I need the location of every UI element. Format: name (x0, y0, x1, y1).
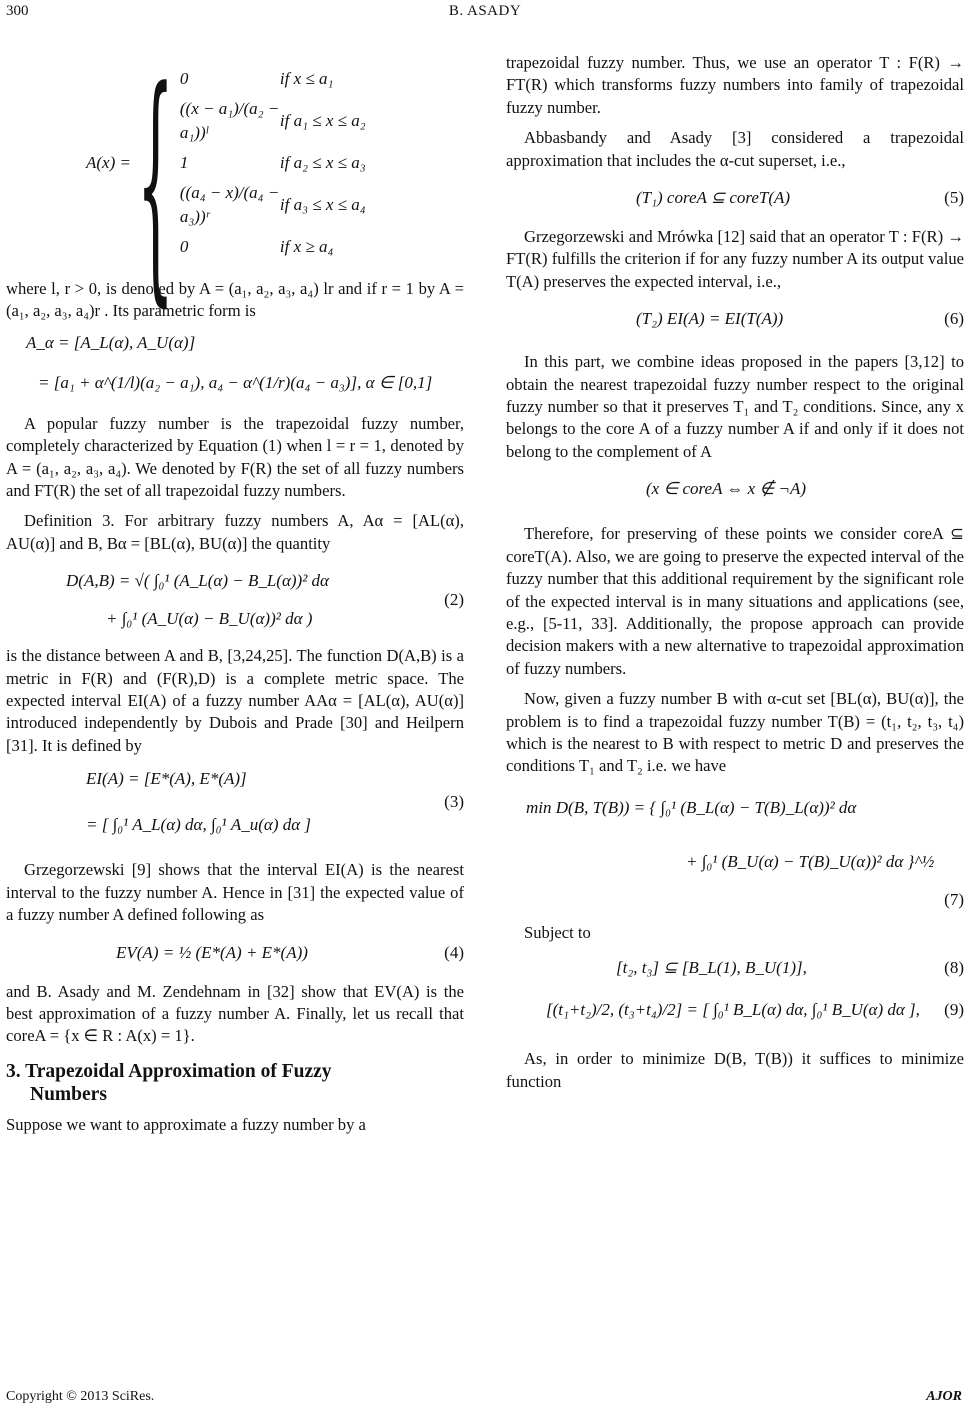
equation-8 (506, 956, 964, 980)
paragraph-grzegorzewski-mrowka: Grzegorzewski and Mrówka [12] said that an operator T : F(R) → FT(R) fulfills the criterion if for any fuzzy number A its output value T(A) preserves the expected interval, i.e., (506, 227, 964, 291)
paragraph-now: Now, given a fuzzy number B with α-cut set [BL(α), BU(α)], the problem is to find a trapezoidal fuzzy number T(B) = (t₁, t₂, t₃, t₄) which is the nearest to B with respect to metric D and preserves the conditions T₁ and T₂ i.e. we have (506, 689, 964, 776)
equation-number: (3) (444, 792, 464, 812)
paragraph-therefore: Therefore, for preserving of these points we consider coreA ⊆ coreT(A). Also, we are going to preserve the expected interval of the fuzzy number that this additional requirement by the significant role of the expected interval is in many situations and applications (see, e.g., [5-11, 33]. Additionally, the propose approach can provide decision makers with a new alternative to trapezoidal approximation of fuzzy numbers. (506, 524, 964, 678)
paragraph-popular: A popular fuzzy number is the trapezoidal fuzzy number, completely characterized by Equation (1) when l = r = 1, denoted by A = (a₁, a₂, a₃, a₄). We denoted by F(R) the set of all fuzzy numbers and FT(R) the set of all trapezoidal fuzzy numbers. (6, 413, 464, 501)
case-row: 1 if a₂ ≤ x ≤ a₃ (179, 153, 366, 172)
equation-parametric (6, 331, 464, 395)
paragraph-suppose: Suppose we want to approximate a fuzzy number by a (6, 1114, 366, 1134)
paragraph-subject-to: Subject to (524, 922, 591, 942)
eq6-body: (T₂) EI(A) = EI(T(A)) (636, 309, 784, 329)
eq2-line-2: + ∫₀¹ (A_U(α) − B_U(α))² dα ) (106, 609, 313, 629)
equation-2 (6, 569, 464, 631)
equation-number: (6) (944, 309, 964, 329)
case-row: 0 if x ≥ a₄ (179, 237, 334, 256)
eq4-body: EV(A) = ½ (E*(A) + E*(A)) (116, 942, 308, 962)
equation-3 (6, 767, 464, 837)
equation-number: (7) (944, 889, 964, 909)
equation-4 (6, 941, 464, 965)
equation-9 (506, 998, 964, 1022)
paragraph-asady: and B. Asady and M. Zendehnam in [32] show that EV(A) is the best approximation of a fuzzy number A. Finally, let us recall that coreA = {x ∈ R : A(x) = 1}. (6, 981, 464, 1046)
eq8-body: [t₂, t₃] ⊆ [B_L(1), B_U(1)], (616, 958, 807, 978)
left-column (6, 36, 464, 1144)
equation-number: (8) (944, 958, 964, 978)
eq3-line-1: EI(A) = [E*(A), E*(A)] (86, 769, 247, 789)
case-row: 0 if x ≤ a₁ (179, 69, 334, 88)
case-row: ((x − a₁)/(a₂ − a₁))ˡ if a₁ ≤ x ≤ a₂ (179, 99, 366, 142)
param-line-1: A_α = [A_L(α), A_U(α)] (26, 332, 196, 352)
paragraph-where: where l, r > 0, is denoted by A = (a₁, a₂, a₃, a₄) lr and if r = 1 by A = (a₁, a₂, a₃, a₄)r . Its parametric form is (6, 279, 464, 321)
membership-cases (180, 58, 366, 268)
eq5-body: (T₁) coreA ⊆ coreT(A) (636, 188, 791, 208)
copyright-notice: Copyright © 2013 SciRes. (6, 1389, 155, 1404)
paragraph-grzegorzewski: Grzegorzewski [9] shows that the interval EI(A) is the nearest interval to the fuzzy number A. Hence in [31] the expected value of a fuzzy number A defined following as (6, 860, 464, 925)
equation-number: (5) (944, 188, 964, 208)
equation-core (506, 477, 964, 501)
brace-icon: { (136, 36, 174, 329)
running-author: B. ASADY (448, 3, 522, 19)
eq3-line-2: = [ ∫₀¹ A_L(α) dα, ∫₀¹ A_u(α) dα ] (86, 815, 312, 835)
equation-6 (506, 307, 964, 331)
paragraph-minimize: As, in order to minimize D(B, T(B)) it suffices to minimize function (506, 1049, 964, 1091)
eq-core-body: (x ∈ coreA ⇔ x ∉ ¬A) (646, 479, 807, 499)
eq7-line-1: min D(B, T(B)) = { ∫₀¹ (B_L(α) − T(B)_L(α))² dα (526, 797, 857, 817)
equation-number: (9) (944, 1000, 964, 1020)
paragraph-combine: In this part, we combine ideas proposed in the papers [3,12] to obtain the nearest trapezoidal fuzzy number respect to the original fuzzy number so that it preserves T₁ and T₂ conditions. Since, any x belongs to the core A of a fuzzy number A if and only if it does not belong to the complement of A (506, 352, 964, 461)
right-column (506, 52, 964, 1101)
paragraph-trapezoidal: trapezoidal fuzzy number. Thus, we use an operator T : F(R) → FT(R) which transforms fuzzy numbers into family of trapezoidal fuzzy number. (506, 53, 964, 117)
equation-number: (2) (444, 590, 464, 610)
paragraph-definition-3: Definition 3. For arbitrary fuzzy numbers A, Aα = [AL(α), AU(α)] and B, Bα = [BL(α), BU(α)] the quantity (6, 511, 464, 553)
eq9-body: [(t₁+t₂)/2, (t₃+t₄)/2] = [ ∫₀¹ B_L(α) dα, ∫₀¹ B_U(α) dα ], (546, 1000, 920, 1020)
eq2-line-1: D(A,B) = √( ∫₀¹ (A_L(α) − B_L(α))² dα (66, 571, 329, 591)
equation-number: (4) (444, 942, 464, 962)
paragraph-abbasbandy: Abbasbandy and Asady [3] considered a trapezoidal approximation that includes the α-cut superset, i.e., (506, 128, 964, 170)
equation-5 (506, 186, 964, 210)
case-row: ((a₄ − x)/(a₄ − a₃))ʳ if a₃ ≤ x ≤ a₄ (179, 183, 366, 226)
param-line-2: = [a₁ + α^(1/l)(a₂ − a₁), a₄ − α^(1/r)(a₄ − a₃)], α ∈ [0,1] (38, 372, 433, 392)
membership-lhs: A(x) = (86, 153, 131, 172)
eq7-line-2: + ∫₀¹ (B_U(α) − T(B)_U(α))² dα }^½ (686, 851, 935, 871)
journal-abbrev: AJOR (926, 1389, 962, 1404)
paragraph-distance: is the distance between A and B, [3,24,25]. The function D(A,B) is a metric in F(R) and (F(R),D) is a complete metric space. The expected interval EI(A) of a fuzzy number AAα = [AL(α), AU(α)] introduced independently by Dubois and Prade [30] and Heilpern [31]. It is defined by (6, 646, 464, 755)
equation-7 (506, 796, 964, 912)
section-heading: 3. Trapezoidal Approximation of Fuzzy Numbers (6, 1060, 332, 1105)
page-number: 300 (6, 3, 29, 19)
running-header (0, 0, 970, 24)
